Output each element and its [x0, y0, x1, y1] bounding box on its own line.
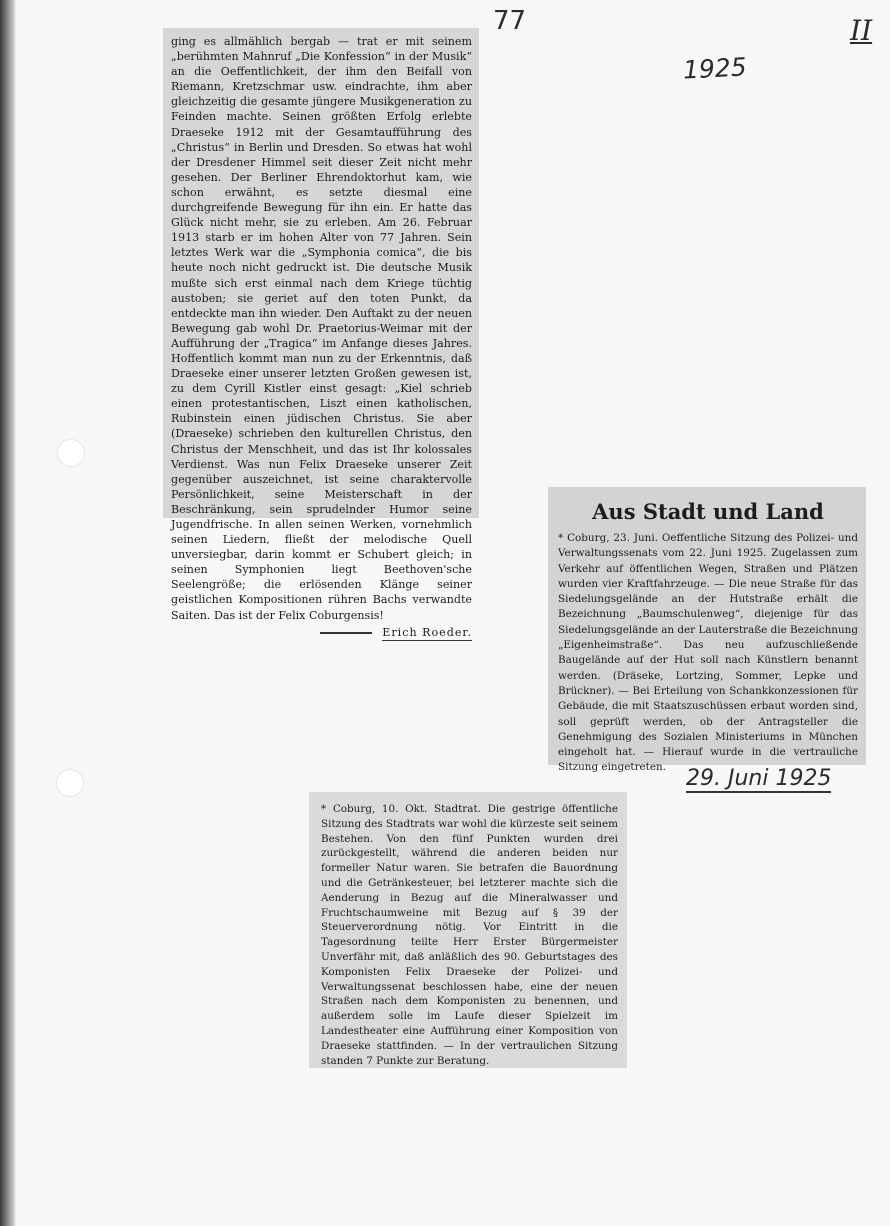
- signature-line: [171, 625, 472, 641]
- year-annotation: 1925: [682, 52, 748, 85]
- volume-mark: II: [850, 14, 873, 47]
- newspaper-clipping-news: [548, 487, 866, 774]
- section-headline: Aus Stadt und Land: [592, 499, 824, 524]
- newspaper-clipping-council: [309, 792, 627, 1068]
- news-body: * Coburg, 23. Juni. Oeffentliche Sitzung des Polizei- und Verwaltungssenats vom 22. Juni 1925. Zugelassen zum Verkehr auf öffentlichen Wegen, Straßen und Plätzen wurden vier Kraftfahrzeuge. — Die neue Straße für das Siedelungsgelände an der Hutstraße erhält die Bezeichnung „Baumschulenweg“, diejenige für das Siedelungsgelände an der Lauterstraße die Bezeichnung „Eigenheimstraße“. Das neu aufzuschließende Baugelände auf der Hut soll nach Künstlern benannt werden. (Dräseke, Lortzing, Sommer, Lepke und Brückner). — Bei Erteilung von Schankkonzessionen für Gebäude, die mit Staatszuschüssen erbaut worden sind, soll geprüft werden, ob der Antragsteller die Genehmigung des Sozialen Ministeriums in München eingeholt hat. — Hierauf wurde in die vertrauliche Sitzung eingetreten.: [558, 532, 858, 774]
- punch-hole-top: [58, 440, 84, 466]
- punch-hole-bottom: [57, 770, 83, 796]
- page-number: 77: [493, 6, 527, 36]
- signature-rule: [320, 632, 372, 634]
- clipping-date-annotation: 29. Juni 1925: [686, 766, 832, 791]
- author-signature: Erich Roeder.: [382, 625, 472, 641]
- page-edge-shadow: [0, 0, 16, 1226]
- article-body: ging es allmählich bergab — trat er mit seinem „berühmten Mahnruf „Die Konfession“ in der Musik“ an die Oeffentlichkeit, der ihm den Beifall von Riemann, Kretzschmar usw. eindrachte, ihm aber gleichzeitig die gesamte jüngere Musikgeneration zu Feinden machte. Seinen größten Erfolg erlebte Draeseke 1912 mit der Gesamtaufführung des „Christus“ in Berlin und Dresden. So etwas hat wohl der Dresdener Himmel seit dieser Zeit nicht mehr gesehen. Der Berliner Ehrendoktorhut kam, wie schon erwähnt, es setzte diesmal eine durchgreifende Bewegung für ihn ein. Er hatte das Glück nicht mehr, sie zu erleben. Am 26. Februar 1913 starb er im hohen Alter von 77 Jahren. Sein letztes Werk war die „Symphonia comica“, die bis heute noch nicht gedruckt ist. Die deutsche Musik mußte sich erst einmal nach dem Kriege tüchtig austoben; sie geriet auf den toten Punkt, da entdeckte man ihn wieder. Den Auftakt zu der neuen Bewegung gab wohl Dr. Praetorius-Weimar mit der Aufführung der „Tragica“ im Anfange dieses Jahres. Hoffentlich kommt man nun zu der Erkenntnis, daß Draeseke einer unserer letzten Großen gewesen ist, zu dem Cyrill Kistler einst gesagt: „Kiel schrieb einen protestantischen, Liszt einen katholischen, Rubinstein einen jüdischen Christus. Sie aber (Draeseke) schrieben den kulturellen Christus, den Christus der Menschheit, und das ist Ihr kolossales Verdienst. Was nun Felix Draeseke unserer Zeit gegenüber auszeichnet, ist seine charaktervolle Persönlichkeit, seine Meisterschaft in der Beschränkung, sein sprudelnder Humor seine Jugendfrische. In allen seinen Werken, vornehmlich seinen Liedern, fließt der melodische Quell unversiegbar, darin kommt er Schubert gleich; in seinen Symphonien liegt Beethoven'sche Seelengröße; die erlösenden Klänge seiner geistlichen Kompositionen rühren Bachs verwandte Saiten. Das ist der Felix Coburgensis!: [171, 35, 472, 622]
- newspaper-clipping-article: [163, 28, 479, 639]
- council-report-body: * Coburg, 10. Okt. Stadtrat. Die gestrige öffentliche Sitzung des Stadtrats war wohl die kürzeste seit seinem Bestehen. Von den fünf Punkten wurden drei zurückgestellt, während die anderen beiden nur formeller Natur waren. Sie betrafen die Bauordnung und die Getränkesteuer, bei letzterer machte sich die Aenderung in Bezug auf die Mineralwasser und Fruchtschaumweine mit Bezug auf § 39 der Steuerverordnung nötig. Vor Eintritt in die Tagesordnung teilte Herr Erster Bürgermeister Unverfähr mit, daß anläßlich des 90. Geburtstages des Komponisten Felix Draeseke der Polizei- und Verwaltungssenat beschlossen habe, eine der neuen Straßen nach dem Komponisten zu benennen, und außerdem solle im Laufe dieser Spielzeit im Landestheater eine Aufführung einer Komposition von Draeseke stattfinden. — In der vertraulichen Sitzung standen 7 Punkte zur Beratung.: [321, 803, 618, 1067]
